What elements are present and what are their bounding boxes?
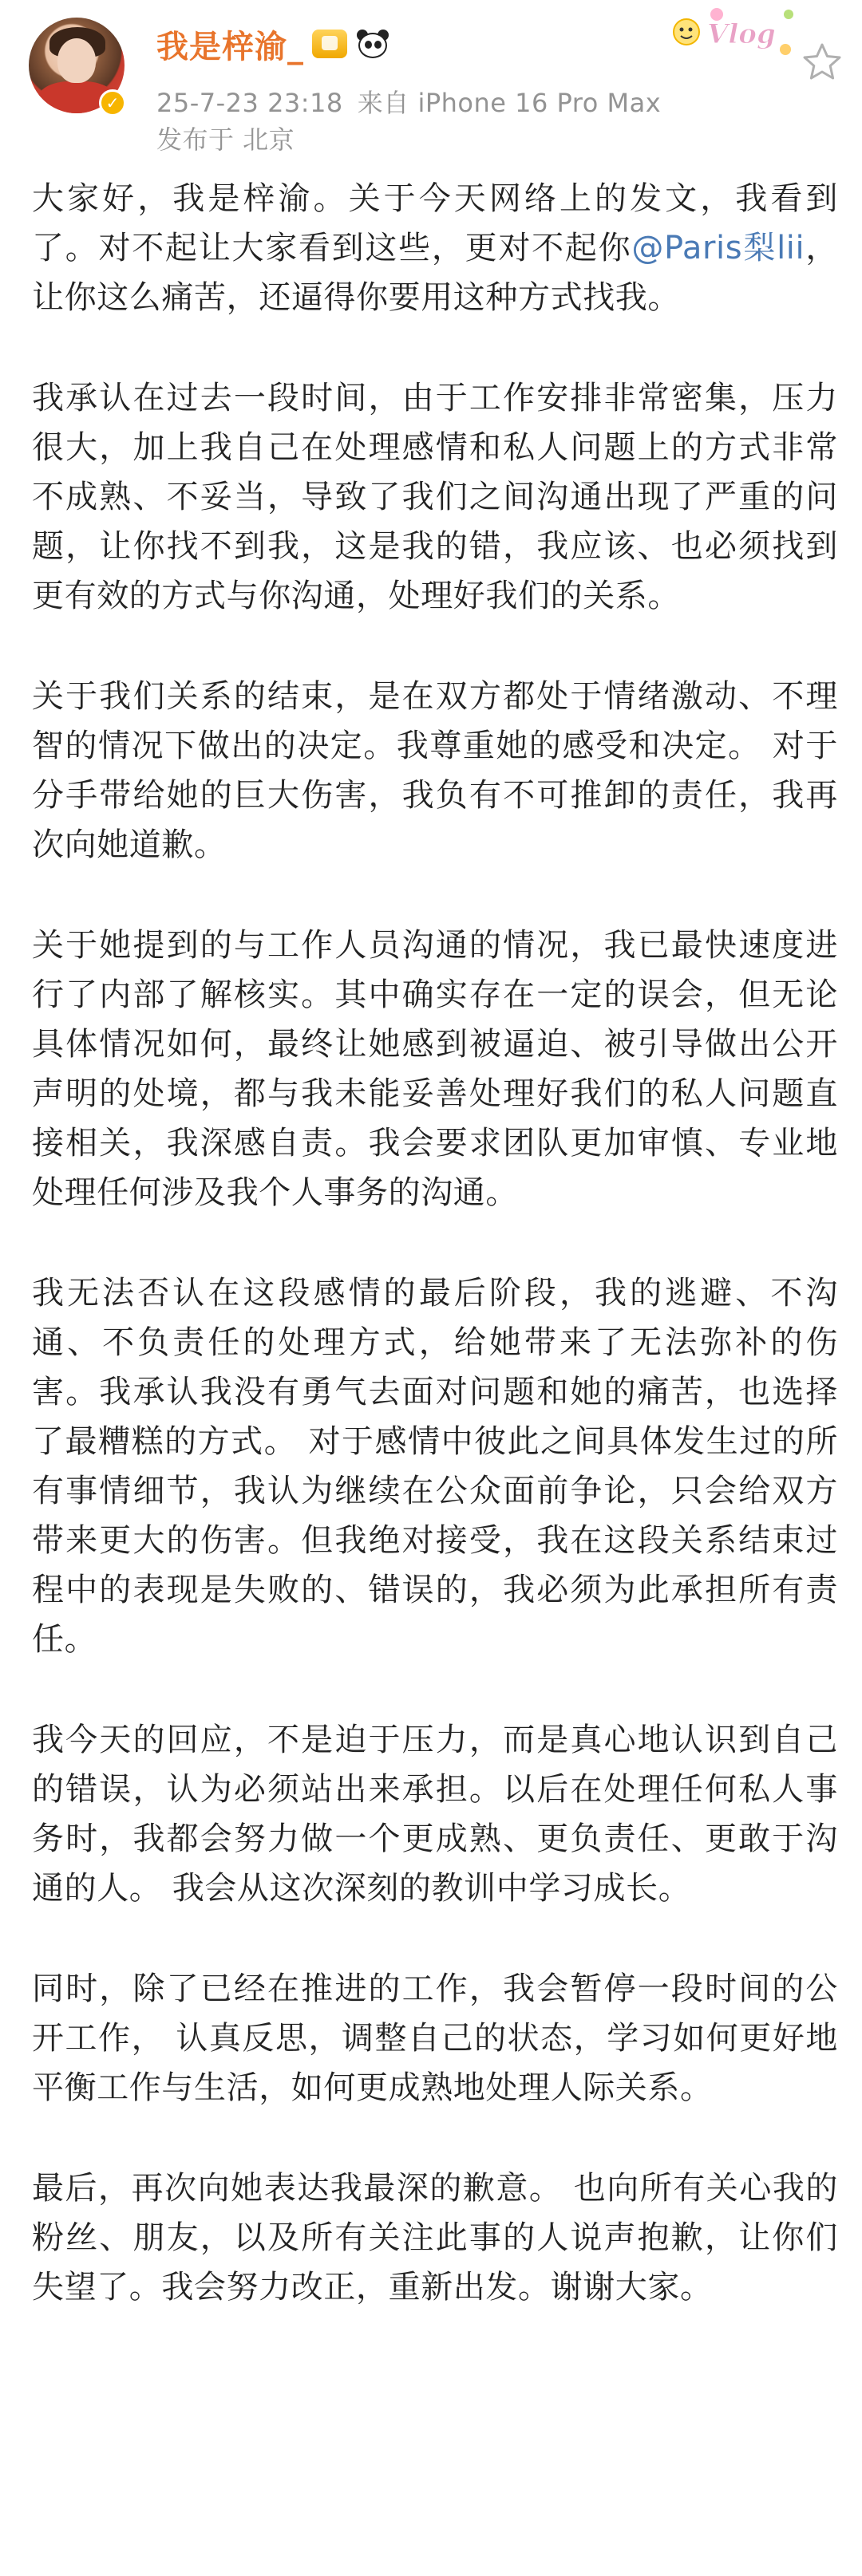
vip-crown-badge-icon — [312, 30, 347, 58]
post-source: 来自 iPhone 16 Pro Max — [357, 88, 662, 118]
post-paragraph-8: 最后，再次向她表达我最深的歉意。 也向所有关心我的粉丝、朋友，以及所有关注此事的人说声抱歉，让你们失望了。我会努力改正，重新出发。谢谢大家。 — [32, 2170, 838, 2306]
username-row — [156, 24, 390, 64]
verified-badge-icon: ✓ — [99, 89, 126, 116]
post-timestamp: 25-7-23 23:18 — [156, 88, 343, 118]
paragraph-text: ，让你这么痛苦，还逼得你要用这种方式找我。 — [32, 230, 838, 316]
post-header — [0, 0, 862, 160]
post-paragraph-6: 我今天的回应，不是迫于压力，而是真心地认识到自己的错误，认为必须站出来承担。以后在处理任何私人事务时，我都会努力做一个更成熟、更负责任、更敢于沟通的人。 我会从这次深刻的教训中学习成长。 — [32, 1722, 838, 1907]
star-outline-icon[interactable] — [800, 40, 844, 85]
post-body — [32, 174, 838, 2363]
post-paragraph-3: 关于我们关系的结束，是在双方都处于情绪激动、不理智的情况下做出的决定。我尊重她的感受和决定。 对于分手带给她的巨大伤害，我负有不可推卸的责任，我再次向她道歉。 — [32, 678, 838, 863]
post-location: 发布于 北京 — [156, 124, 295, 155]
avatar[interactable] — [29, 18, 132, 121]
vlog-sticker-text: Vlog — [707, 18, 776, 50]
post-paragraph-4: 关于她提到的与工作人员沟通的情况，我已最快速度进行了内部了解核实。其中确实存在一定的误会，但无论具体情况如何，最终让她感到被逼迫、被引导做出公开声明的处境，都与我未能妥善处理好我们的私人问题直接相关，我深感自责。我会要求团队更加审慎、专业地处理任何涉及我个人事务的沟通。 — [32, 927, 838, 1211]
panda-emoji-icon — [355, 28, 390, 60]
paragraph-text: 大家好，我是梓渝。关于今天网络上的发文，我看到了。对不起让大家看到这些，更对不起你 — [32, 180, 838, 266]
post-paragraph-7: 同时，除了已经在推进的工作，我会暂停一段时间的公开工作， 认真反思，调整自己的状态，学习如何更好地平衡工作与生活，如何更成熟地处理人际关系。 — [32, 1970, 838, 2106]
post-meta — [156, 83, 661, 120]
mention-link[interactable]: @Paris梨lii — [631, 230, 805, 266]
post-paragraph-5: 我无法否认在这段感情的最后阶段，我的逃避、不沟通、不负责任的处理方式，给她带来了无法弥补的伤害。我承认我没有勇气去面对问题和她的痛苦，也选择了最糟糕的方式。 对于感情中彼此之间具体发生过的所有事情细节，我认为继续在公众面前争论，只会给双方带来更大的伤害。但我绝对接受，我在这段关系结束过程中的表现是失败的、错误的，我必须为此承担所有责任。 — [32, 1275, 838, 1658]
vlog-sticker-icon — [669, 3, 803, 61]
post-paragraph-1 — [32, 174, 838, 322]
post-paragraph-2: 我承认在过去一段时间，由于工作安排非常密集，压力很大，加上我自己在处理感情和私人问题上的方式非常不成熟、不妥当，导致了我们之间沟通出现了严重的问题，让你找不到我，这是我的错，我应该、也必须找到更有效的方式与你沟通，处理好我们的关系。 — [32, 380, 838, 614]
username-link[interactable]: 我是梓渝_ — [156, 28, 304, 65]
